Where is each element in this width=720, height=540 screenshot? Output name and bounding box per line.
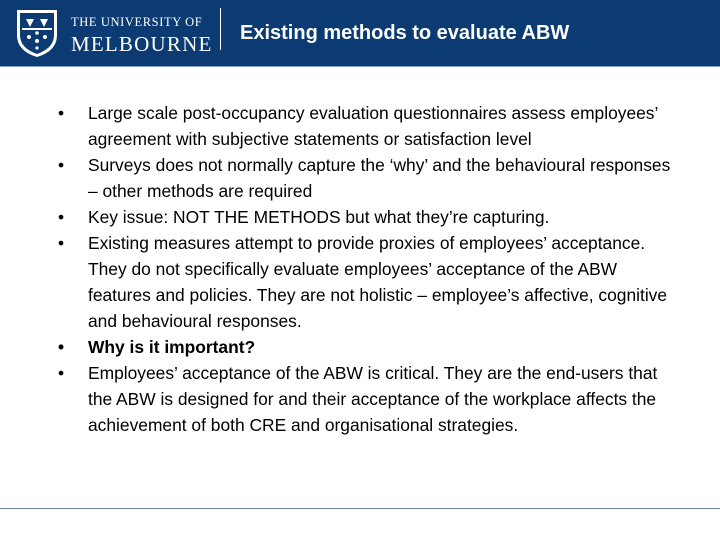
university-logo[interactable] xyxy=(14,7,214,59)
bullet-text: Existing measures attempt to provide proxies of employees’ acceptance. They do not specifically evaluate employees’ acceptance of the ABW features and policies. They are not holistic – employee’s affective, cognitive and behavioural responses. xyxy=(88,233,668,331)
bullet-item xyxy=(58,230,678,334)
header-bar xyxy=(0,0,720,66)
bullet-icon: • xyxy=(58,207,65,227)
logo-text-university-of: THE UNIVERSITY OF xyxy=(71,15,203,29)
bullet-text: Large scale post-occupancy evaluation questionnaires assess employees’ agreement with subjective statements or satisfaction level xyxy=(88,103,658,149)
bullet-item xyxy=(58,152,678,204)
bullet-icon: • xyxy=(58,155,65,175)
bullet-text: Why is it important? xyxy=(88,337,256,357)
crest-icon xyxy=(14,7,60,59)
slide-content xyxy=(58,100,678,438)
bullet-item xyxy=(58,204,678,230)
logo-divider xyxy=(220,8,221,50)
header-rule xyxy=(0,66,720,67)
bullet-text: Key issue: NOT THE METHODS but what they’re capturing. xyxy=(88,207,550,227)
bullet-item xyxy=(58,100,678,152)
bullet-text: Employees’ acceptance of the ABW is critical. They are the end-users that the ABW is designed for and their acceptance of the workplace affects the achievement of both CRE and organisational strategies. xyxy=(88,363,658,435)
bullet-item xyxy=(58,360,678,438)
bullet-text: Surveys does not normally capture the ‘why’ and the behavioural responses – other methods are required xyxy=(88,155,671,201)
bullet-icon: • xyxy=(58,337,65,357)
bullet-icon: • xyxy=(58,233,65,253)
bullet-list xyxy=(58,100,678,438)
bullet-icon: • xyxy=(58,363,65,383)
footer-rule xyxy=(0,508,720,509)
bullet-icon: • xyxy=(58,103,65,123)
bullet-item-heading xyxy=(58,334,678,360)
slide-title: Existing methods to evaluate ABW xyxy=(240,22,570,44)
logo-text-melbourne: MELBOURNE xyxy=(71,32,213,56)
